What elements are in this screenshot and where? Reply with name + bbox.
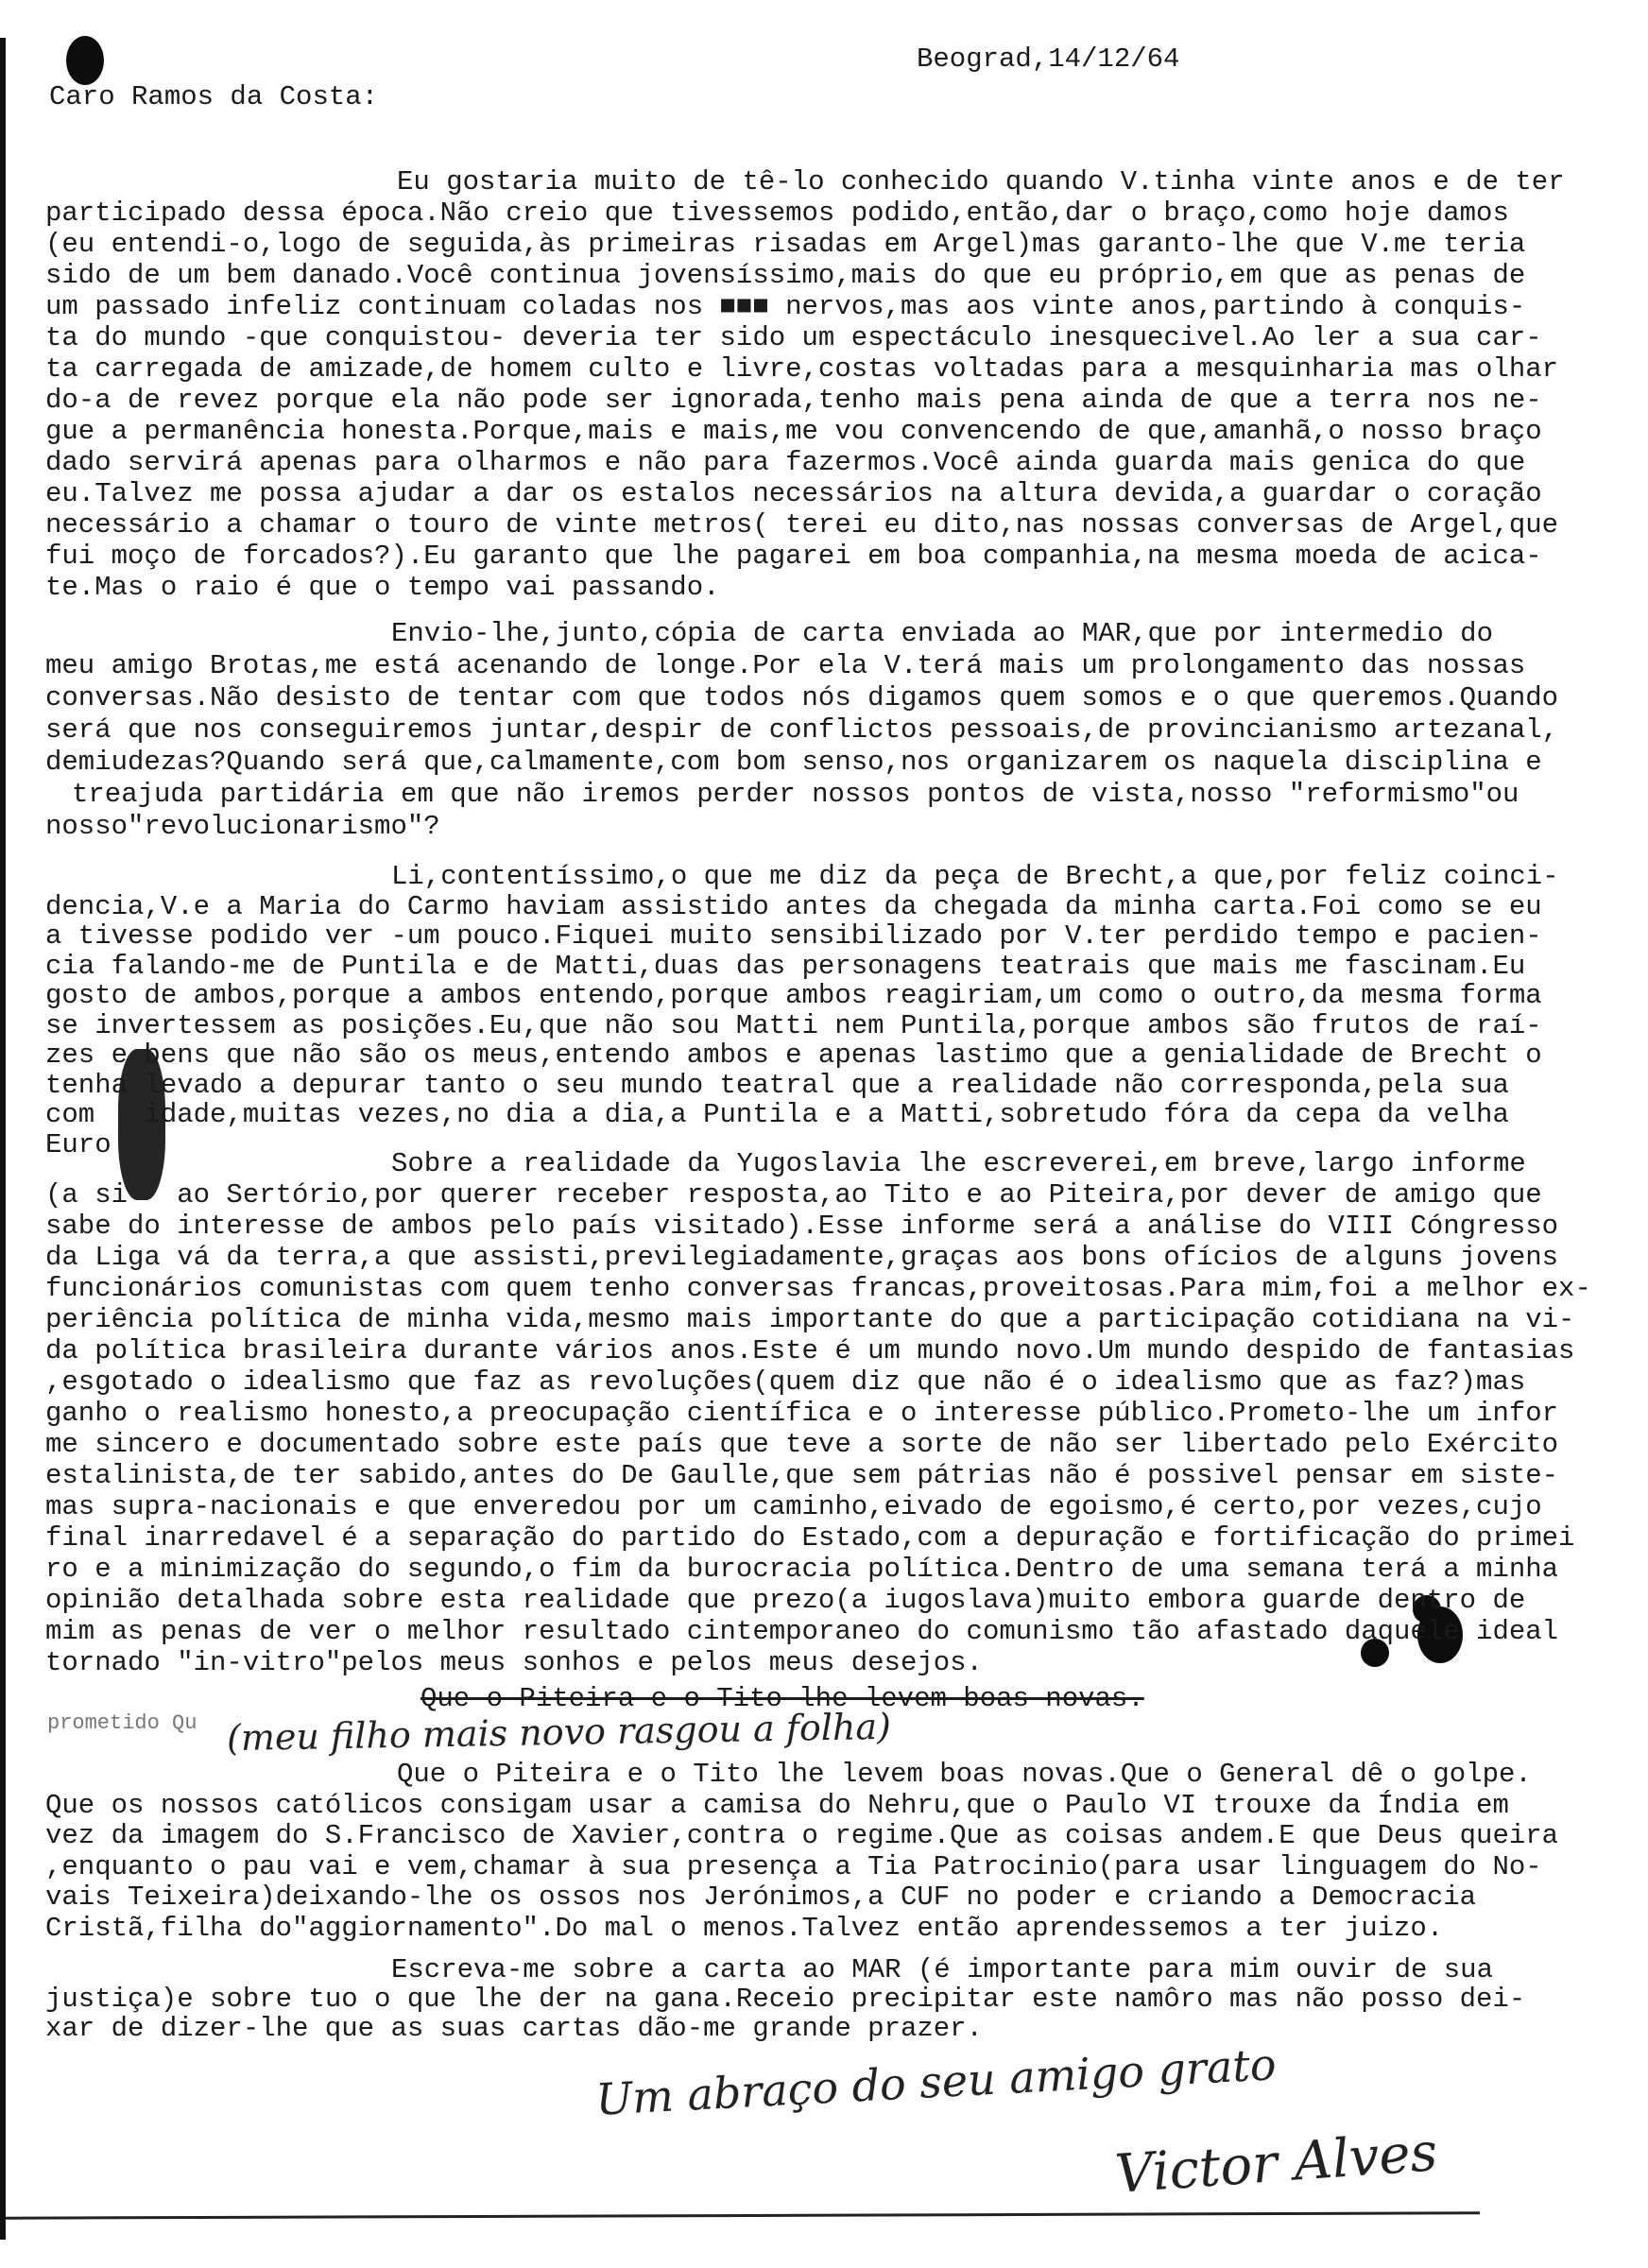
text-line: justiça)e sobre tuo o que lhe der na gana.Receio precipitar este namôro mas não posso dei- <box>45 1984 1526 2015</box>
text-line: opinião detalhada sobre esta realidade que prezo(a iugoslava)muito embora guarde dentro de <box>45 1585 1526 1616</box>
text-line: se invertessem as posições.Eu,que não sou Matti nem Puntila,porque ambos são frutos de raí- <box>45 1009 1542 1041</box>
text-line: vais Teixeira)deixando-lhe os ossos nos Jerónimos,a CUF no poder e criando a Democracia <box>45 1881 1477 1913</box>
paragraph-3 <box>45 862 1559 1160</box>
handwritten-note: (meu filho mais novo rasgou a folha) <box>226 1705 892 1760</box>
text-line: mas supra-nacionais e que enveredou por um caminho,eivado de egoismo,é certo,por vezes,cujo <box>45 1491 1542 1522</box>
text-line: (a si ao Sertório,por querer receber resposta,ao Tito e ao Piteira,por dever de amigo que <box>45 1179 1542 1211</box>
text-line: gosto de ambos,porque a ambos entendo,porque ambos reagiriam,um como o outro,da mesma forma <box>45 980 1542 1011</box>
text-line: sabe do interesse de ambos pelo país visitado).Esse informe será a análise do VIII Cóngresso <box>45 1211 1559 1242</box>
text-line: a tivesse podido ver -um pouco.Fiquei muito sensibilizado por V.ter perdido tempo e pacien- <box>45 920 1542 952</box>
faint-typed-fragment: prometido Qu <box>47 1711 197 1735</box>
text-line: fui moço de forcados?).Eu garanto que lhe pagarei em boa companhia,na mesma moeda de acica- <box>45 541 1542 572</box>
page-edge-bottom <box>6 2211 1480 2219</box>
struck-through-line: Que o Piteira e o Tito lhe levem boas novas. <box>421 1683 1144 1714</box>
text-line: Cristã,filha do"aggiornamento".Do mal o menos.Talvez então aprendessemos a ter juizo. <box>45 1912 1444 1944</box>
text-line: me sincero e documentado sobre este país que teve a sorte de não ser libertado pelo Exército <box>45 1429 1559 1460</box>
text-line: Escreva-me sobre a carta ao MAR (é importante para mim ouvir de sua <box>391 1954 1493 1985</box>
text-line: será que nos conseguiremos juntar,despir de conflictos pessoais,de provincianismo artezanal, <box>45 714 1559 746</box>
text-line: Que os nossos católicos consigam usar a camisa do Nehru,que o Paulo VI trouxe da Índia em <box>45 1789 1509 1821</box>
text-line: te.Mas o raio é que o tempo vai passando. <box>45 572 720 603</box>
text-line: tornado "in-vitro"pelos meus sonhos e pelos meus desejos. <box>45 1647 983 1678</box>
text-line: xar de dizer-lhe que as suas cartas dão-me grande prazer. <box>45 2013 983 2044</box>
text-line: necessário a chamar o touro de vinte metros( terei eu dito,nas nossas conversas de Argel,que <box>45 509 1559 541</box>
text-line: do-a de revez porque ela não pode ser ignorada,tenho mais pena ainda de que a terra nos ne- <box>45 385 1542 416</box>
signature: Victor Alves <box>1113 2122 1440 2206</box>
text-line: ,enquanto o pau vai e vem,chamar à sua presença a Tia Patrocinio(para usar linguagem do No- <box>45 1850 1542 1882</box>
text-line: (eu entendi-o,logo de seguida,às primeiras risadas em Argel)mas garanto-lhe que V.me teria <box>45 229 1526 260</box>
text-line: Sobre a realidade da Yugoslavia lhe escreverei,em breve,largo informe <box>391 1148 1526 1179</box>
text-line: ta do mundo -que conquistou- deveria ter sido um espectáculo inesquecivel.Ao ler a sua car- <box>45 322 1542 353</box>
paragraph-4 <box>45 1148 1591 1678</box>
text-line: ro e a minimização do segundo,o fim da burocracia política.Dentro de uma semana terá a minha <box>45 1554 1559 1585</box>
ink-blot <box>66 36 104 85</box>
paragraph-2 <box>45 618 1558 843</box>
text-line: Li,contentíssimo,o que me diz da peça de Brecht,a que,por feliz coinci- <box>391 861 1559 892</box>
text-line: participado dessa época.Não creio que tivessemos podido,então,dar o braço,como hoje damos <box>45 198 1509 229</box>
letter-date: Beograd,14/12/64 <box>917 43 1180 75</box>
text-line: Eu gostaria muito de tê-lo conhecido quando V.tinha vinte anos e de ter <box>397 166 1565 198</box>
text-line: ta carregada de amizade,de homem culto e livre,costas voltadas para a mesquinharia mas olhar <box>45 353 1559 385</box>
text-line: funcionários comunistas com quem tenho conversas francas,proveitosas.Para mim,foi a melhor ex- <box>45 1273 1591 1304</box>
text-line: demiudezas?Quando será que,calmamente,com bom senso,nos organizarem os naquela disciplina e <box>45 747 1542 778</box>
text-line: Euro <box>45 1128 112 1160</box>
text-line: periência política de minha vida,mesmo mais importante do que a participação cotidiana na vi- <box>45 1304 1575 1335</box>
handwritten-closing: Um abraço do seu amigo grato <box>594 2038 1278 2125</box>
text-line: ganho o realismo honesto,a preocupação científica e o interesse público.Prometo-lhe um infor <box>45 1398 1559 1429</box>
text-line: mim as penas de ver o melhor resultado cintemporaneo do comunismo tão afastado daquele ideal <box>45 1616 1559 1647</box>
paragraph-1 <box>45 166 1565 603</box>
text-line: estalinista,de ter sabido,antes do De Gaulle,que sem pátrias não é possivel pensar em siste- <box>45 1460 1559 1491</box>
text-line: ,esgotado o idealismo que faz as revoluções(quem diz que não é o idealismo que as faz?)mas <box>45 1366 1526 1398</box>
text-line: um passado infeliz continuam coladas nos ■■■ nervos,mas aos vinte anos,partindo à conquis- <box>45 291 1526 322</box>
text-line: da política brasileira durante vários anos.Este é um mundo novo.Um mundo despido de fantasias <box>45 1335 1575 1366</box>
text-line: treajuda partidária em que não iremos perder nossos pontos de vista,nosso "reformismo"ou <box>72 779 1519 810</box>
text-line: dado servirá apenas para olharmos e não para fazermos.Você ainda guarda mais genica do que <box>45 447 1526 478</box>
text-line: dencia,V.e a Maria do Carmo haviam assistido antes da chegada da minha carta.Foi como se eu <box>45 890 1542 922</box>
text-line: gue a permanência honesta.Porque,mais e mais,me vou convencendo de que,amanhã,o nosso braço <box>45 416 1542 447</box>
paragraph-6 <box>45 1955 1525 2043</box>
letter-salutation: Caro Ramos da Costa: <box>49 81 379 112</box>
text-line: eu.Talvez me possa ajudar a dar os estalos necessários na altura devida,a guardar o coração <box>45 478 1542 509</box>
text-line: com idade,muitas vezes,no dia a dia,a Puntila e a Matti,sobretudo fóra da cepa da velha <box>45 1099 1509 1130</box>
text-line: Envio-lhe,junto,cópia de carta enviada ao MAR,que por intermedio do <box>391 618 1493 649</box>
page-edge-left <box>0 38 6 2240</box>
text-line: sido de um bem danado.Você continua jovensíssimo,mais do que eu próprio,em que as penas de <box>45 260 1526 291</box>
paragraph-5 <box>45 1760 1558 1944</box>
text-line: vez da imagem do S.Francisco de Xavier,contra o regime.Que as coisas andem.E que Deus queira <box>45 1820 1559 1851</box>
text-line: nosso"revolucionarismo"? <box>45 811 440 842</box>
text-line: tenha levado a depurar tanto o seu mundo teatral que a realidade não corresponda,pela sua <box>45 1069 1509 1101</box>
text-line: final inarredavel é a separação do partido do Estado,com a depuração e fortificação do primei <box>45 1522 1575 1554</box>
text-line: cia falando-me de Puntila e de Matti,duas das personagens teatrais que mais me fascinam.Eu <box>45 950 1526 982</box>
text-line: meu amigo Brotas,me está acenando de longe.Por ela V.terá mais um prolongamento das nossas <box>45 650 1526 681</box>
text-line: zes e bens que não são os meus,entendo ambos e apenas lastimo que a genialidade de Brecht o <box>45 1040 1542 1071</box>
text-line: da Liga vá da terra,a que assisti,previlegiadamente,graças aos bons ofícios de alguns jovens <box>45 1242 1559 1273</box>
text-line: conversas.Não desisto de tentar com que todos nós digamos quem somos e o que queremos.Quando <box>45 682 1559 713</box>
text-line: Que o Piteira e o Tito lhe levem boas novas.Que o General dê o golpe. <box>397 1759 1532 1790</box>
